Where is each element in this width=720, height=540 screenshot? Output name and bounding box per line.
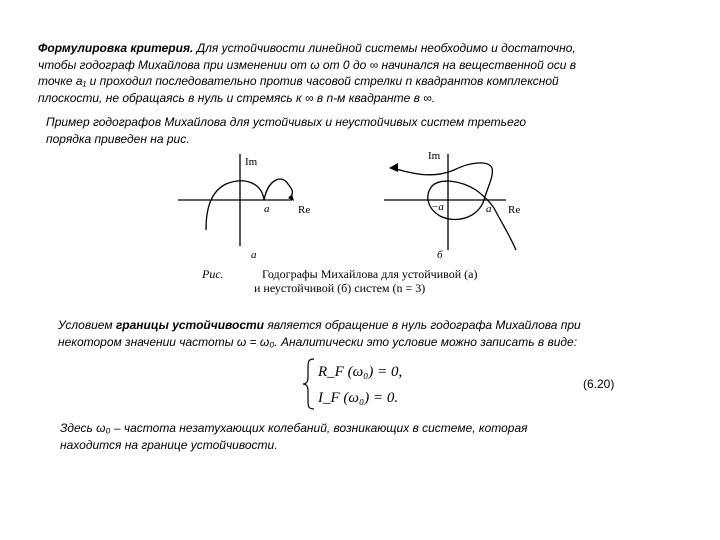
- boundary-line-1b: является обращение в нуль годографа Михайлова при: [264, 318, 581, 332]
- example-paragraph: [46, 114, 646, 147]
- boundary-term: границы устойчивости: [115, 318, 265, 332]
- equation-row-1: R_F (ω₀) = 0,: [318, 364, 403, 380]
- criterion-paragraph: [38, 40, 688, 106]
- example-line-1: Пример годографов Михайлова для устойчивых и неустойчивых систем третьего: [46, 115, 527, 129]
- boundary-line-2: некотором значении частоты ω = ω₀. Аналитически это условие можно записать в виде:: [58, 334, 578, 349]
- frequency-paragraph: [60, 420, 680, 453]
- unstable-hodograph-plot: [384, 154, 516, 250]
- frequency-line-2: находится на границе устойчивости.: [60, 437, 278, 452]
- left-hodograph-tail: [206, 181, 264, 230]
- mikhailov-hodograph-figure: [0, 146, 720, 306]
- left-sub-label: а: [251, 249, 257, 261]
- frequency-line-1: Здесь ω₀ – частота незатухающих колебаний, возникающих в системе, которая: [60, 421, 528, 435]
- right-neg-a-label: −a: [431, 201, 444, 213]
- equation-brace: [303, 359, 314, 409]
- boundary-line-1a: Условием: [58, 318, 116, 332]
- example-line-2: порядка приведен на рис.: [46, 131, 190, 146]
- criterion-line-4: плоскости, не обращаясь в нуль и стремясь к ∞ в n-м квадранте в ∞.: [38, 90, 436, 105]
- right-im-label: Im: [428, 150, 441, 162]
- boundary-paragraph: [58, 317, 698, 350]
- stable-hodograph-plot: [178, 154, 294, 246]
- criterion-line-3: точке a₁ и проходил последовательно против часовой стрелки n квадрантов комплексной: [38, 74, 559, 88]
- right-sub-label: б: [437, 249, 443, 261]
- right-a-label: a: [486, 203, 492, 215]
- criterion-line-1: Для устойчивости линейной системы необходимо и достаточно,: [193, 41, 576, 55]
- left-im-label: Im: [245, 156, 258, 168]
- left-re-label: Re: [298, 204, 311, 216]
- figure-caption-line-2: и неустойчивой (б) систем (n = 3): [254, 281, 426, 295]
- right-re-label: Re: [508, 204, 521, 216]
- figure-caption-prefix: Рис.: [202, 267, 224, 281]
- criterion-line-2: чтобы годограф Михайлова при изменении от ω от 0 до ∞ начинался на вещественной оси в: [38, 57, 577, 72]
- criterion-heading: Формулировка критерия.: [38, 41, 194, 55]
- figure-caption-line-1: Годографы Михайлова для устойчивой (а): [262, 267, 478, 281]
- left-hodograph-curve: [264, 179, 292, 200]
- left-a-label: a: [264, 203, 270, 215]
- right-arrowhead: [389, 163, 398, 172]
- boundary-equation-system: [300, 356, 480, 412]
- equation-row-2: I_F (ω₀) = 0.: [318, 390, 399, 406]
- equation-number: (6.20): [583, 377, 615, 391]
